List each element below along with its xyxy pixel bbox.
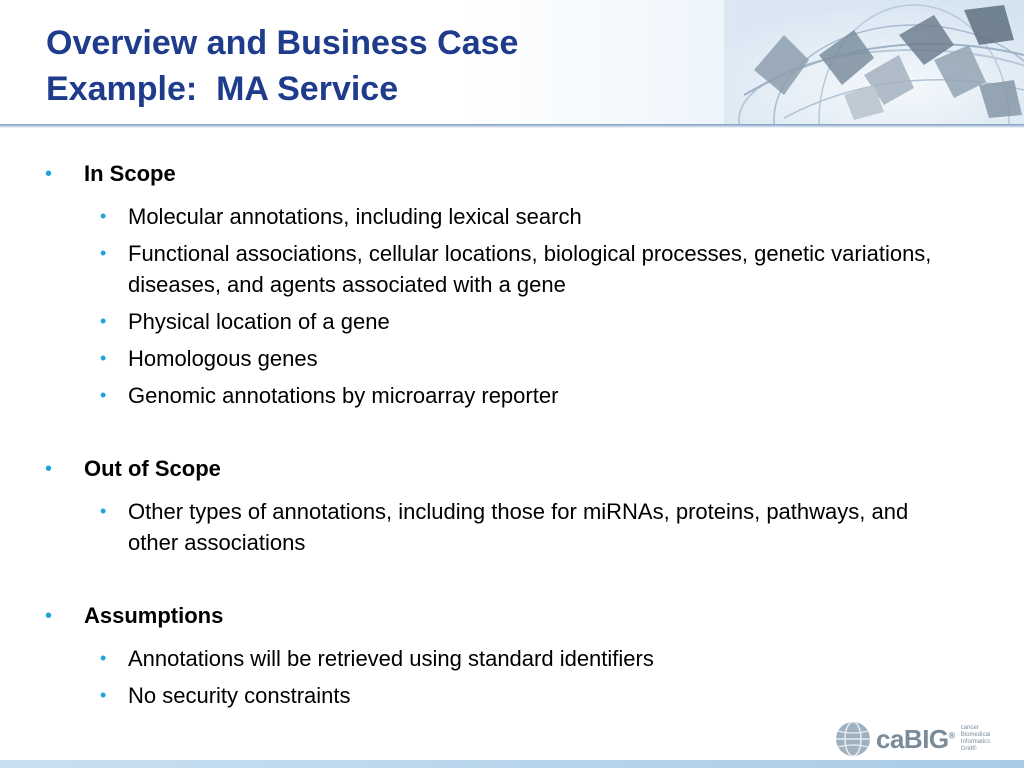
list-item-text: Annotations will be retrieved using standard identifiers — [128, 646, 654, 671]
list-item-text: Genomic annotations by microarray reporter — [128, 383, 559, 408]
list-item-text: Molecular annotations, including lexical search — [128, 204, 582, 229]
slide-title-line-2: Example: MA Service — [46, 70, 399, 108]
section-heading — [0, 600, 1024, 632]
bullet-icon: • — [100, 243, 107, 263]
list-item-text: No security constraints — [128, 683, 351, 708]
section-out-of-scope — [0, 453, 1024, 558]
bullet-icon: • — [100, 648, 107, 668]
section-heading-text: Out of Scope — [84, 456, 221, 481]
list-item-text: Homologous genes — [128, 346, 318, 371]
section-heading — [0, 453, 1024, 485]
section-heading-text: In Scope — [84, 161, 176, 186]
header-divider — [0, 124, 1024, 128]
list-item — [0, 380, 1024, 411]
list-item — [0, 306, 1024, 337]
globe-icon — [834, 720, 872, 758]
header-globe-image — [724, 0, 1024, 126]
logo-registered-mark: ® — [948, 729, 955, 740]
list-item-text: Functional associations, cellular locations, biological processes, genetic variations, diseases, and agents associated with a gene — [128, 241, 932, 297]
list-item-text: Physical location of a gene — [128, 309, 390, 334]
logo-wordmark — [876, 724, 955, 755]
bullet-icon: • — [100, 206, 107, 226]
cabig-logo — [834, 718, 1014, 760]
logo-tagline: cancer Biomedical Informatics Grid® — [960, 725, 991, 752]
section-heading — [0, 158, 1024, 190]
bullet-icon: • — [45, 458, 53, 480]
list-item-text: Other types of annotations, including those for miRNAs, proteins, pathways, and other associations — [128, 499, 909, 555]
section-spacer — [0, 417, 1024, 453]
slide-title-line-1: Overview and Business Case — [46, 24, 519, 62]
list-item — [0, 343, 1024, 374]
bullet-icon: • — [45, 163, 53, 185]
slide-body — [0, 158, 1024, 717]
bullet-icon: • — [100, 385, 107, 405]
bullet-icon: • — [45, 605, 53, 627]
footer-bar — [0, 760, 1024, 768]
section-spacer — [0, 564, 1024, 600]
list-item — [0, 496, 1024, 558]
bullet-icon: • — [100, 685, 107, 705]
section-heading-text: Assumptions — [84, 603, 224, 628]
logo-name: caBIG — [876, 723, 949, 754]
list-item — [0, 238, 1024, 300]
bullet-icon: • — [100, 501, 107, 521]
slide-header — [0, 0, 1024, 126]
bullet-icon: • — [100, 311, 107, 331]
section-assumptions — [0, 600, 1024, 711]
list-item — [0, 201, 1024, 232]
list-item — [0, 643, 1024, 674]
section-in-scope — [0, 158, 1024, 411]
bullet-icon: • — [100, 348, 107, 368]
slide-title — [46, 20, 518, 112]
list-item — [0, 680, 1024, 711]
